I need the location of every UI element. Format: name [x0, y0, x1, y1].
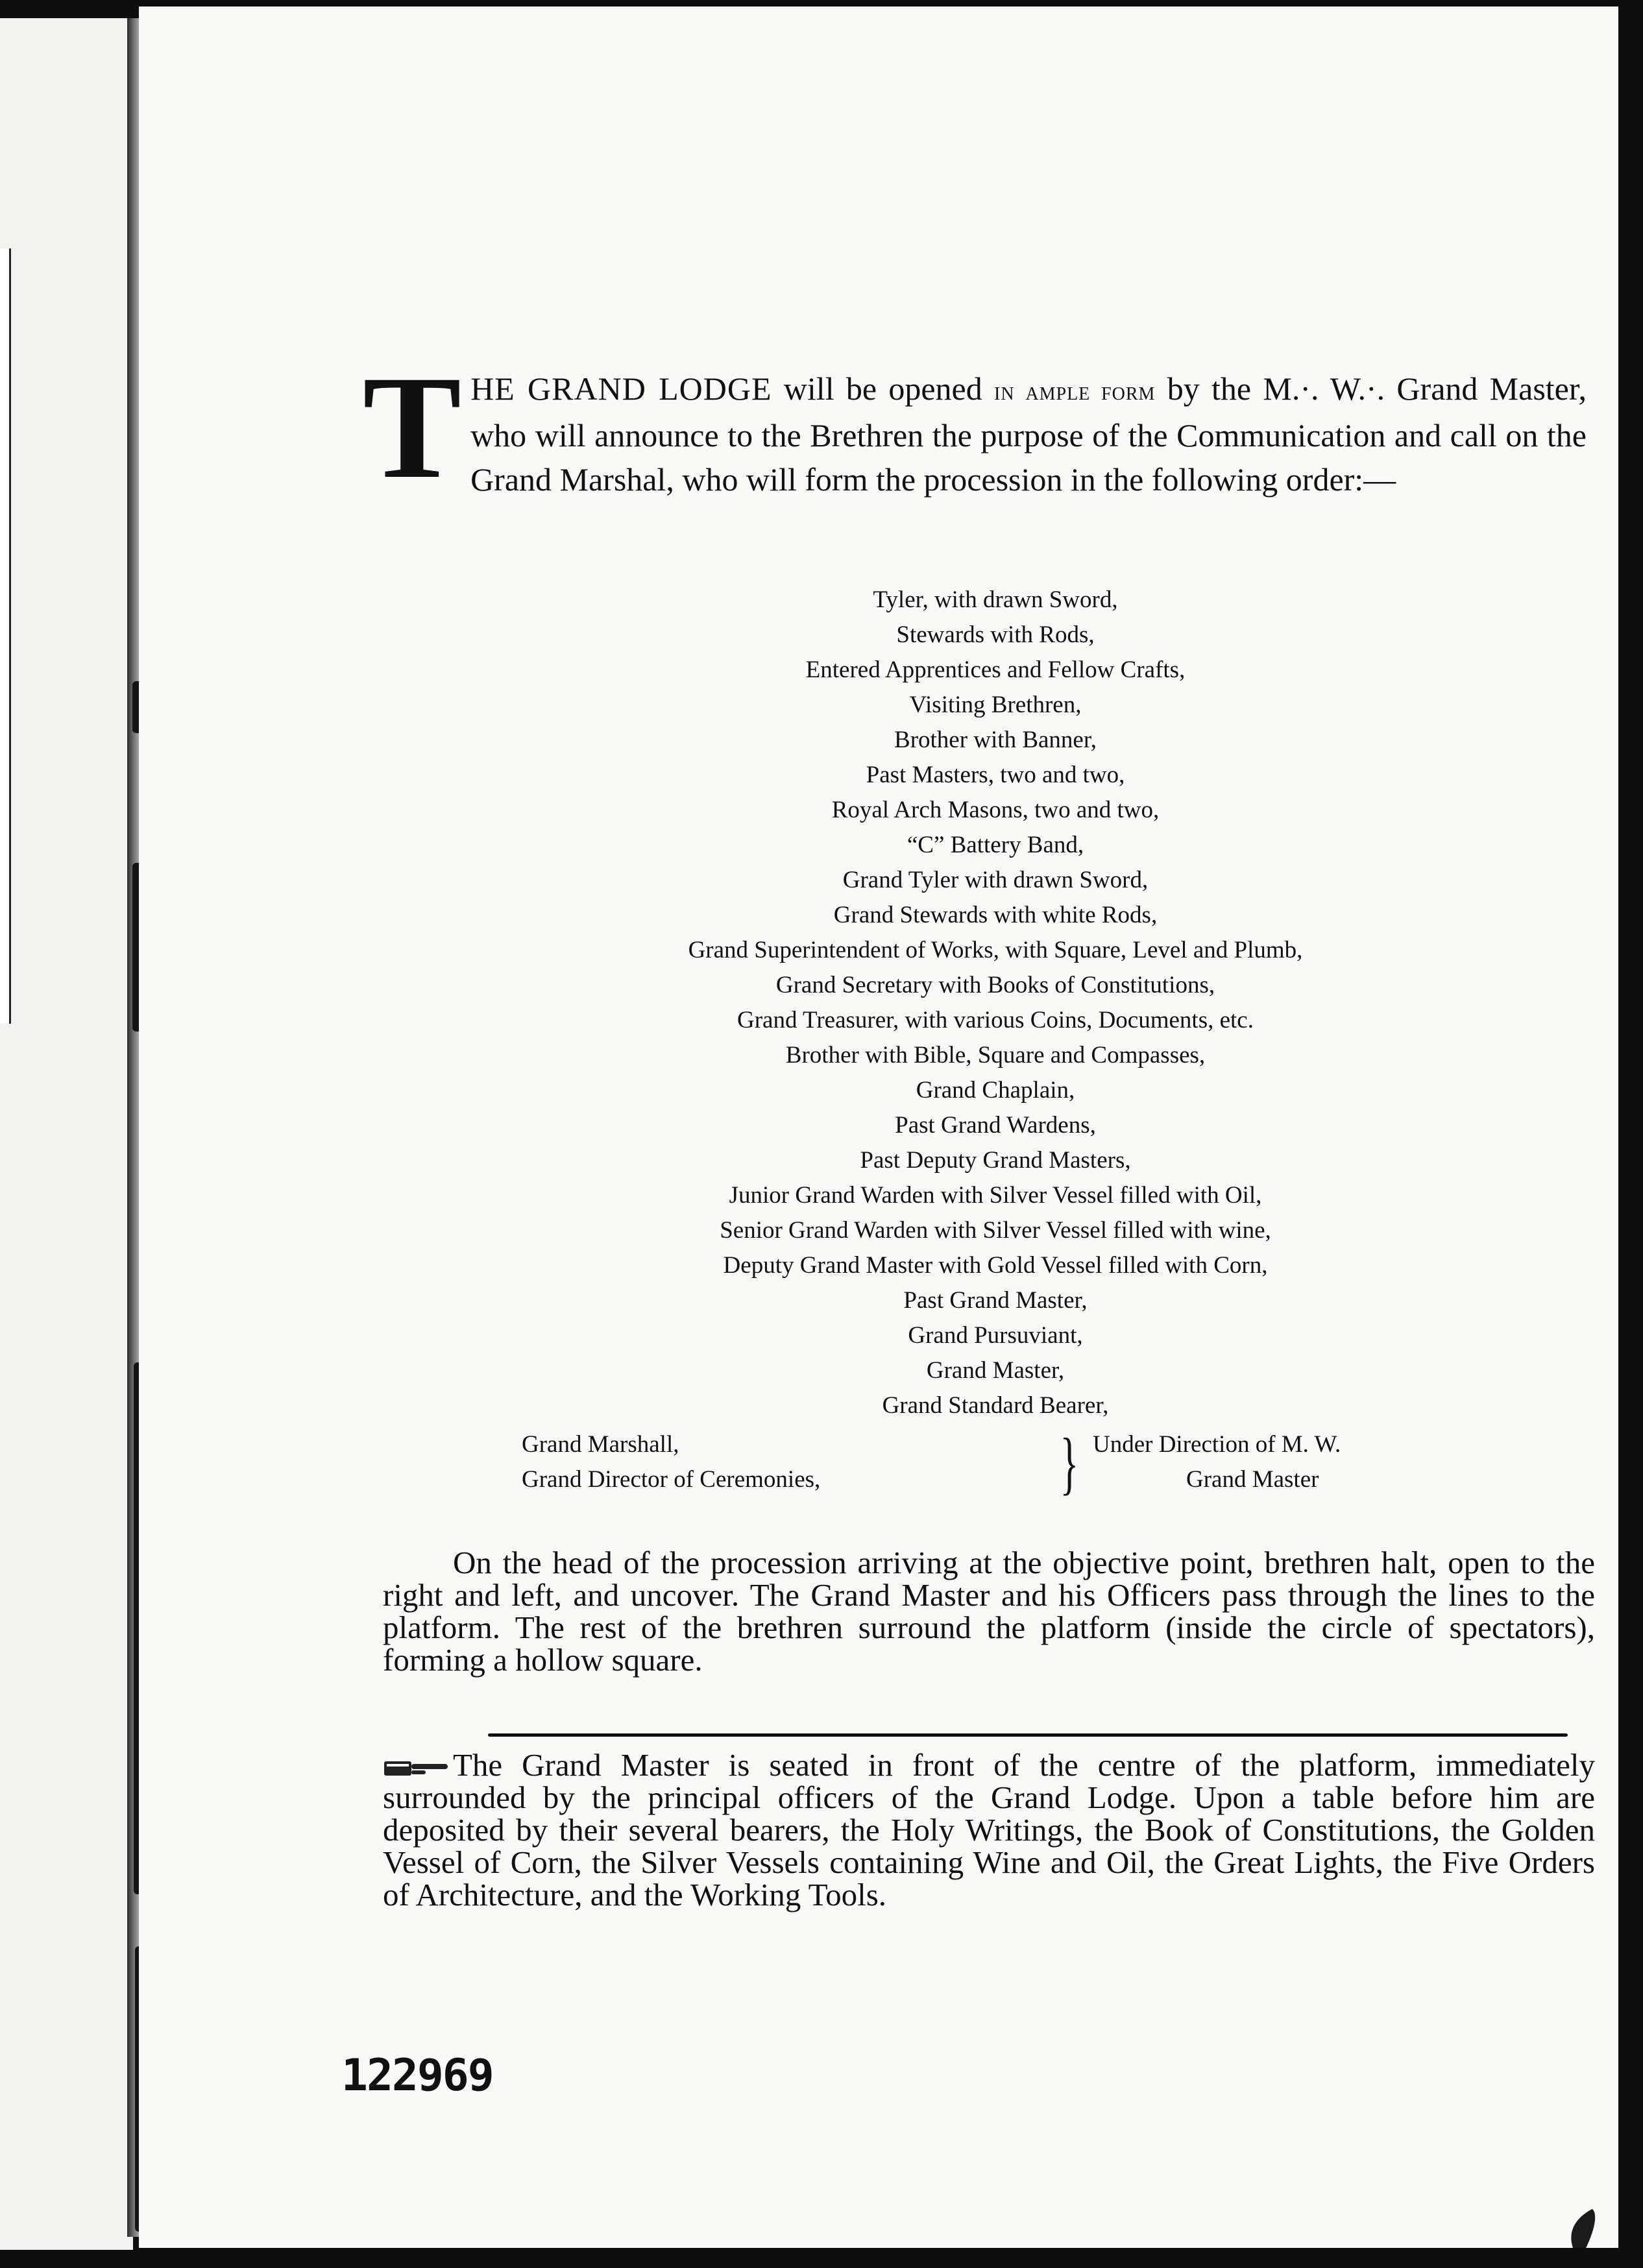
intro-text-a: will be opened: [783, 370, 982, 407]
intro-text-b: by the M.·. W.·. Grand Master, who will announce to the Brethren the purpose of the Communication and call on the Grand Marshal, who will form the procession in the following order:—: [470, 370, 1587, 498]
direction-line: Under Direction of M. W.: [1093, 1431, 1341, 1458]
procession-item: Grand Chaplain,: [916, 1077, 1075, 1104]
procession-item: Visiting Brethren,: [909, 692, 1082, 718]
procession-item: Past Masters, two and two,: [866, 762, 1125, 788]
closing-direction: [1093, 1427, 1456, 1497]
direction-line: Grand Master: [1186, 1466, 1319, 1493]
procession-item: Grand Superintendent of Works, with Square, Level and Plumb,: [688, 937, 1303, 963]
procession-item: Grand Stewards with white Rods,: [833, 902, 1158, 928]
procession-item: Junior Grand Warden with Silver Vessel filled with Oil,: [729, 1182, 1262, 1209]
procession-item: Grand Standard Bearer,: [882, 1392, 1109, 1419]
brace-glyph: }: [1060, 1425, 1079, 1502]
closing-officer: Grand Director of Ceremonies,: [522, 1466, 821, 1493]
procession-order-list: [424, 583, 1566, 1423]
procession-item: Past Grand Wardens,: [895, 1112, 1096, 1139]
corner-smudge: [1547, 2196, 1605, 2248]
arrival-paragraph: On the head of the procession arriving at the objective point, brethren halt, open to the right and left, and uncover. The Grand Master and his Officers pass through the lines to the platform. The rest of the brethren surround the platform (inside the circle of spectators), forming a hollow square.: [383, 1545, 1595, 1678]
procession-item: Royal Arch Masons, two and two,: [831, 797, 1160, 823]
opening-paragraph: [363, 346, 1587, 509]
section-divider: [488, 1733, 1568, 1737]
procession-item: Past Deputy Grand Masters,: [860, 1147, 1131, 1174]
pointing-hand-icon: [383, 1757, 450, 1779]
closing-officers: [522, 1427, 820, 1497]
procession-item: Deputy Grand Master with Gold Vessel filled with Corn,: [723, 1252, 1268, 1279]
stamp-number: 122969: [341, 2050, 493, 2101]
lead-in-smallcaps: HE GRAND LODGE: [470, 370, 772, 407]
previous-page-border: [0, 248, 11, 1024]
seating-paragraph-text: The Grand Master is seated in front of the centre of the platform, immediately surrounded by the principal officers of the Grand Lodge. Upon a table before him are deposited by their several bearers, the Holy Writings, the Book of Constitutions, the Golden Vessel of Corn, the Silver Vessels containing Wine and Oil, the Great Lights, the Five Orders of Architecture, and the Working Tools.: [383, 1747, 1595, 1912]
procession-item: Brother with Bible, Square and Compasses,: [785, 1042, 1206, 1068]
procession-item: Stewards with Rods,: [896, 621, 1095, 648]
procession-item: Tyler, with drawn Sword,: [873, 586, 1118, 613]
procession-item: Grand Secretary with Books of Constitutions,: [775, 972, 1215, 998]
procession-item: Brother with Banner,: [894, 727, 1097, 753]
procession-item: Entered Apprentices and Fellow Crafts,: [805, 657, 1186, 683]
drop-cap: T: [363, 346, 462, 509]
smallcaps-phrase: in ample form: [994, 376, 1156, 405]
document-page: [139, 6, 1618, 2248]
procession-item: Grand Master,: [926, 1357, 1065, 1384]
seating-paragraph: [383, 1749, 1595, 1911]
procession-item: “C” Battery Band,: [907, 832, 1084, 858]
closing-officer: Grand Marshall,: [522, 1431, 679, 1458]
previous-page-edge: [0, 18, 133, 2250]
accession-number-stamp: [339, 2049, 572, 2101]
procession-item: Grand Treasurer, with various Coins, Documents, etc.: [737, 1007, 1254, 1033]
procession-item: Grand Tyler with drawn Sword,: [842, 867, 1149, 893]
procession-closing: [522, 1427, 1586, 1512]
procession-item: Senior Grand Warden with Silver Vessel filled with wine,: [720, 1217, 1271, 1244]
procession-item: Grand Pursuviant,: [908, 1322, 1083, 1349]
procession-item: Past Grand Master,: [903, 1287, 1088, 1314]
